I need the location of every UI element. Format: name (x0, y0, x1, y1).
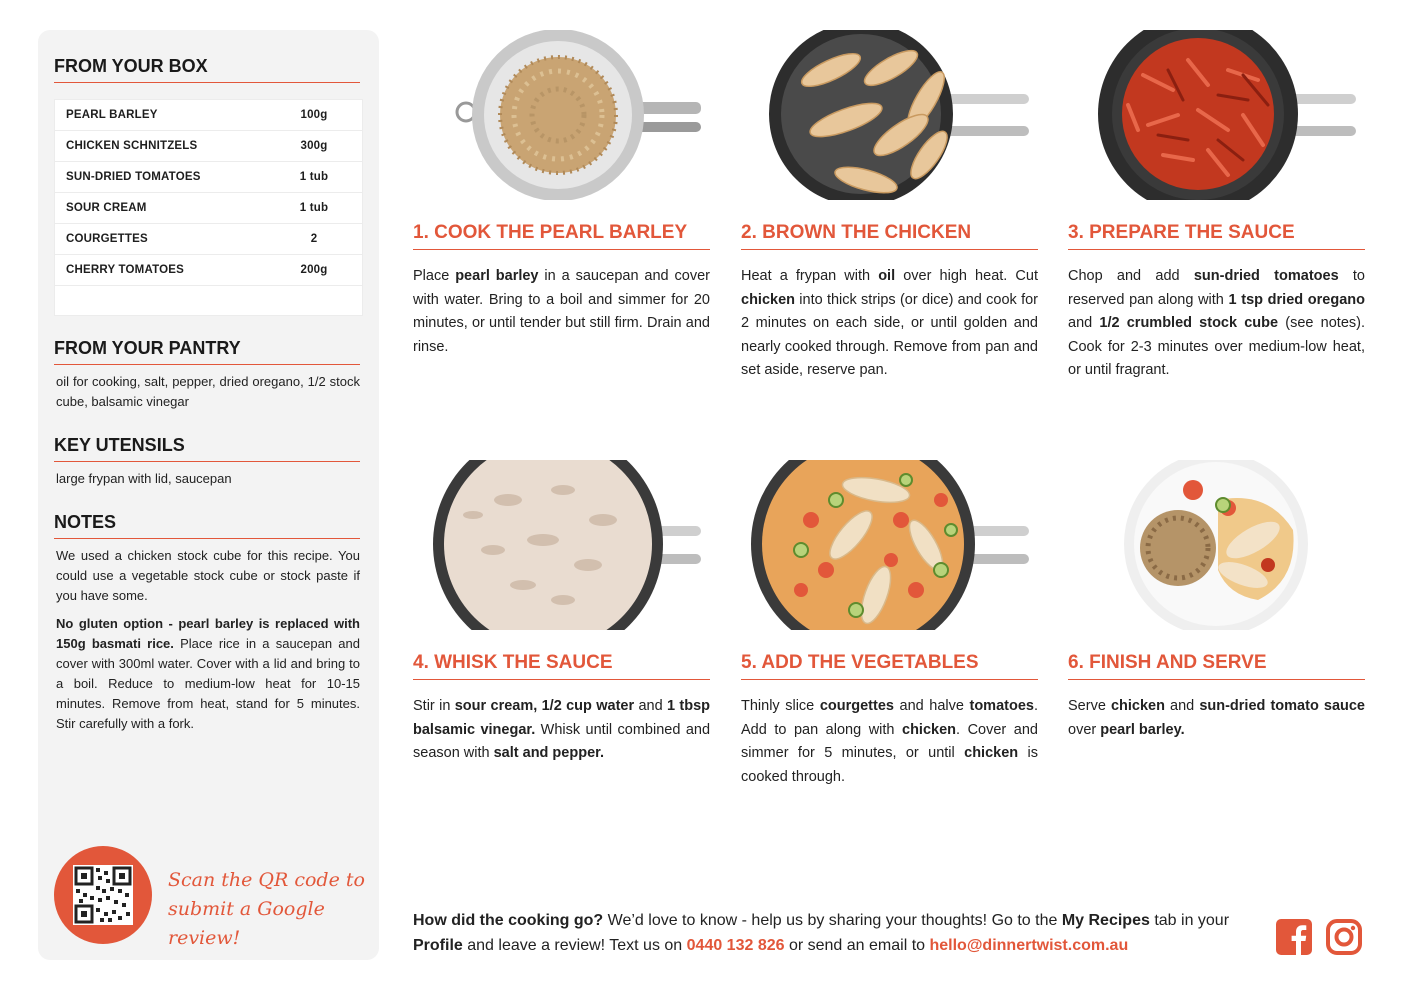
qr-code-badge[interactable] (54, 846, 152, 944)
notes-title: NOTES (54, 512, 360, 539)
table-row: CHERRY TOMATOES 200g (55, 255, 362, 286)
step-text: Thinly slice courgettes and halve tomatoes. Add to pan along with chicken. Cover and simmer for 5 minutes, or until chicken is cooked through. (741, 698, 1038, 785)
step-photo (1068, 460, 1365, 630)
from-your-pantry-title: FROM YOUR PANTRY (54, 338, 360, 365)
step-title: 1. COOK THE PEARL BARLEY (413, 222, 710, 250)
notes-paragraph-1: We used a chicken stock cube for this recipe. You could use a vegetable stock cube or stock paste if you have some. (56, 548, 360, 603)
table-row-empty (55, 286, 362, 315)
step-title: 5. ADD THE VEGETABLES (741, 652, 1038, 680)
email-link[interactable]: hello@dinnertwist.com.au (929, 937, 1129, 954)
table-row: COURGETTES 2 (55, 224, 362, 255)
step-photo (413, 460, 710, 630)
pantry-text: oil for cooking, salt, pepper, dried oregano, 1/2 stock cube, balsamic vinegar (56, 374, 360, 409)
step-text: Heat a frypan with oil over high heat. Cut chicken into thick strips (or dice) and cook for 2 minutes on each side, or until golden and nearly cooked through. Remove from pan and set aside, reserve pan. (741, 268, 1038, 378)
step-photo (1068, 30, 1365, 200)
table-row: SUN-DRIED TOMATOES 1 tub (55, 162, 362, 193)
step-title: 6. FINISH AND SERVE (1068, 652, 1365, 680)
instagram-icon[interactable] (1325, 918, 1363, 956)
sidebar (38, 30, 379, 960)
step-text: Chop and add sun-dried tomatoes to reserved pan along with 1 tsp dried oregano and 1/2 crumbled stock cube (see notes). Cook for 2-3 minutes over medium-low heat, or until fragrant. (1068, 268, 1365, 378)
step-text: Stir in sour cream, 1/2 cup water and 1 tbsp balsamic vinegar. Whisk until combined and season with salt and pepper. (413, 698, 711, 761)
box-ingredients-table (54, 99, 363, 316)
qr-code-icon[interactable] (73, 865, 133, 925)
step-text: Serve chicken and sun-dried tomato sauce over pearl barley. (1068, 698, 1365, 738)
from-your-box-title: FROM YOUR BOX (54, 56, 360, 83)
key-utensils-title: KEY UTENSILS (54, 435, 360, 462)
notes-paragraph-2: No gluten option - pearl barley is replaced with 150g basmati rice. Place rice in a saucepan and cover with 300ml water. Cover with a lid and bring to a boil. Reduce to medium-low heat for 10-15 minutes. Remove from heat, stand for 5 minutes. Stir carefully with a fork. (56, 616, 360, 731)
utensils-text: large frypan with lid, saucepan (56, 471, 232, 486)
phone-link[interactable]: 0440 132 826 (686, 937, 785, 954)
table-row: PEARL BARLEY 100g (55, 100, 362, 131)
step-text: Place pearl barley in a saucepan and cover with water. Bring to a boil and simmer for 20 minutes, or until tender but still firm. Drain and rinse. (413, 268, 710, 355)
step-title: 4. WHISK THE SAUCE (413, 652, 710, 680)
review-footer: How did the cooking go? We’d love to know - help us by sharing your thoughts! Go to the My Recipes tab in your Profile and leave a review! Text us on 0440 132 826 or send an email to hello@dinnertwist.com.au (413, 912, 1230, 954)
qr-review-prompt: Scan the QR code to submit a Google review! (168, 869, 365, 949)
step-title: 3. PREPARE THE SAUCE (1068, 222, 1365, 250)
step-photo (413, 30, 710, 200)
table-row: CHICKEN SCHNITZELS 300g (55, 131, 362, 162)
step-title: 2. BROWN THE CHICKEN (741, 222, 1038, 250)
facebook-icon[interactable] (1275, 918, 1313, 956)
step-photo (741, 30, 1038, 200)
table-row: SOUR CREAM 1 tub (55, 193, 362, 224)
step-photo (741, 460, 1038, 630)
